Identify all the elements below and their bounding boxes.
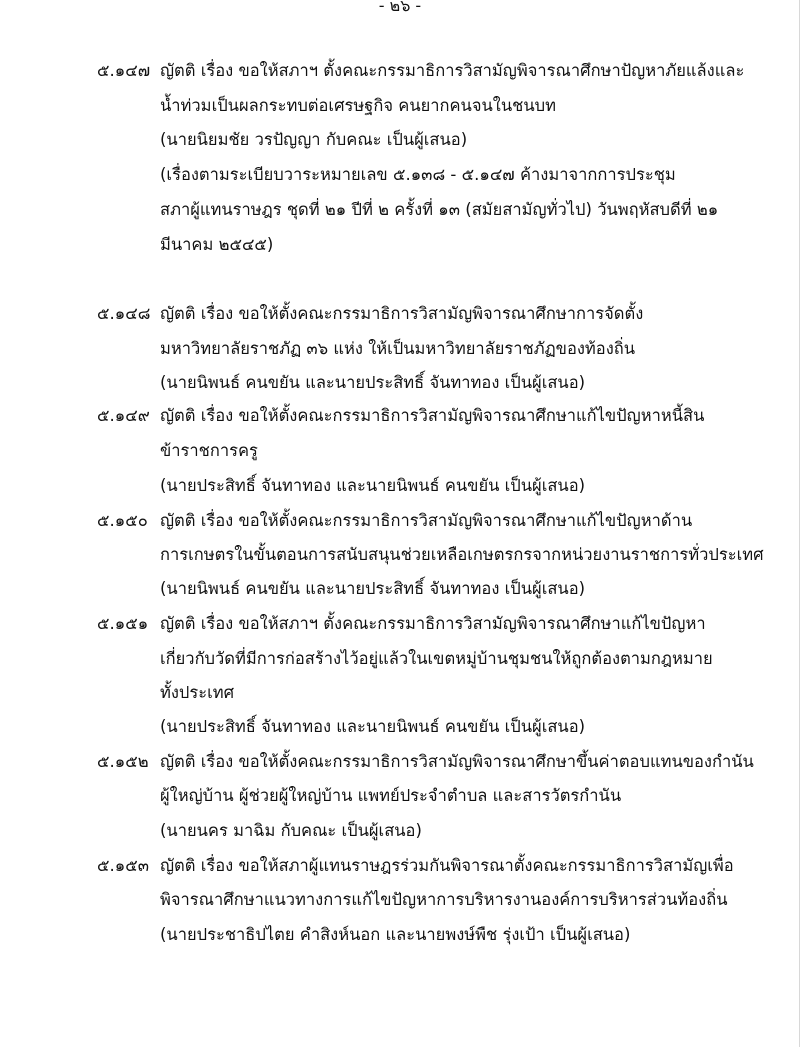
agenda-line-151-1: ญัตติ เรื่อง ขอให้สภาฯ ตั้งคณะกรรมาธิการวิสามัญพิจารณาศึกษาแก้ไขปัญหา <box>160 614 706 633</box>
agenda-line-147-4: (เรื่องตามระเบียบวาระหมายเลข ๕.๑๓๘ - ๕.๑๔๗ ค้างมาจากการประชุม <box>160 165 676 184</box>
agenda-line-149-1: ญัตติ เรื่อง ขอให้ตั้งคณะกรรมาธิการวิสามัญพิจารณาศึกษาแก้ไขปัญหาหนี้สิน <box>160 406 705 425</box>
agenda-line-151-3: ทั้งประเทศ <box>160 683 235 702</box>
agenda-line-148-3: (นายนิพนธ์ คนขยัน และนายประสิทธิ์ จันทาทอง เป็นผู้เสนอ) <box>160 373 586 392</box>
agenda-number-149: ๕.๑๔๙ <box>97 406 150 425</box>
agenda-line-147-3: (นายนิยมชัย วรปัญญา กับคณะ เป็นผู้เสนอ) <box>160 130 468 149</box>
agenda-number-153: ๕.๑๕๓ <box>97 856 149 875</box>
page-number: - ๒๖ - <box>378 0 422 15</box>
agenda-line-147-1: ญัตติ เรื่อง ขอให้สภาฯ ตั้งคณะกรรมาธิการวิสามัญพิจารณาศึกษาปัญหาภัยแล้งและ <box>160 61 745 80</box>
agenda-line-149-3: (นายประสิทธิ์ จันทาทอง และนายนิพนธ์ คนขยัน เป็นผู้เสนอ) <box>160 476 586 495</box>
agenda-line-147-5: สภาผู้แทนราษฎร ชุดที่ ๒๑ ปีที่ ๒ ครั้งที่ ๑๓ (สมัยสามัญทั่วไป) วันพฤหัสบดีที่ ๒๑ <box>160 200 719 219</box>
agenda-line-152-3: (นายนคร มาฉิม กับคณะ เป็นผู้เสนอ) <box>160 821 422 840</box>
agenda-line-153-1: ญัตติ เรื่อง ขอให้สภาผู้แทนราษฎรร่วมกันพิจารณาตั้งคณะกรรมาธิการวิสามัญเพื่อ <box>160 856 734 875</box>
agenda-line-149-2: ข้าราชการครู <box>160 441 258 460</box>
agenda-line-151-4: (นายประสิทธิ์ จันทาทอง และนายนิพนธ์ คนขยัน เป็นผู้เสนอ) <box>160 717 586 736</box>
agenda-line-147-6: มีนาคม ๒๕๔๕) <box>160 235 274 254</box>
agenda-number-152: ๕.๑๕๒ <box>97 752 149 771</box>
agenda-number-148: ๕.๑๔๘ <box>97 304 151 323</box>
agenda-line-148-1: ญัตติ เรื่อง ขอให้ตั้งคณะกรรมาธิการวิสามัญพิจารณาศึกษาการจัดตั้ง <box>160 304 644 323</box>
agenda-line-152-2: ผู้ใหญ่บ้าน ผู้ช่วยผู้ใหญ่บ้าน แพทย์ประจำตำบล และสารวัตรกำนัน <box>160 786 622 805</box>
agenda-line-152-1: ญัตติ เรื่อง ขอให้ตั้งคณะกรรมาธิการวิสามัญพิจารณาศึกษาขึ้นค่าตอบแทนของกำนัน <box>160 752 754 771</box>
agenda-line-150-1: ญัตติ เรื่อง ขอให้ตั้งคณะกรรมาธิการวิสามัญพิจารณาศึกษาแก้ไขปัญหาด้าน <box>160 511 693 530</box>
agenda-line-147-2: น้ำท่วมเป็นผลกระทบต่อเศรษฐกิจ คนยากคนจนในชนบท <box>160 96 556 115</box>
agenda-line-151-2: เกี่ยวกับวัดที่มีการก่อสร้างไว้อยู่แล้วในเขตหมู่บ้านชุมชนให้ถูกต้องตามกฎหมาย <box>160 649 713 668</box>
agenda-number-151: ๕.๑๕๑ <box>97 614 149 633</box>
agenda-line-153-3: (นายประชาธิปไตย คำสิงห์นอก และนายพงษ์พืช รุ่งเป้า เป็นผู้เสนอ) <box>160 925 631 944</box>
agenda-line-150-2: การเกษตรในขั้นตอนการสนับสนุนช่วยเหลือเกษตรกรจากหน่วยงานราชการทั่วประเทศ <box>160 545 764 564</box>
agenda-number-150: ๕.๑๕๐ <box>97 511 148 530</box>
agenda-line-148-2: มหาวิทยาลัยราชภัฏ ๓๖ แห่ง ให้เป็นมหาวิทยาลัยราชภัฏของท้องถิ่น <box>160 339 636 358</box>
agenda-number-147: ๕.๑๔๗ <box>97 61 151 80</box>
agenda-line-153-2: พิจารณาศึกษาแนวทางการแก้ไขปัญหาการบริหารงานองค์การบริหารส่วนท้องถิ่น <box>160 890 728 909</box>
agenda-line-150-3: (นายนิพนธ์ คนขยัน และนายประสิทธิ์ จันทาทอง เป็นผู้เสนอ) <box>160 579 586 598</box>
